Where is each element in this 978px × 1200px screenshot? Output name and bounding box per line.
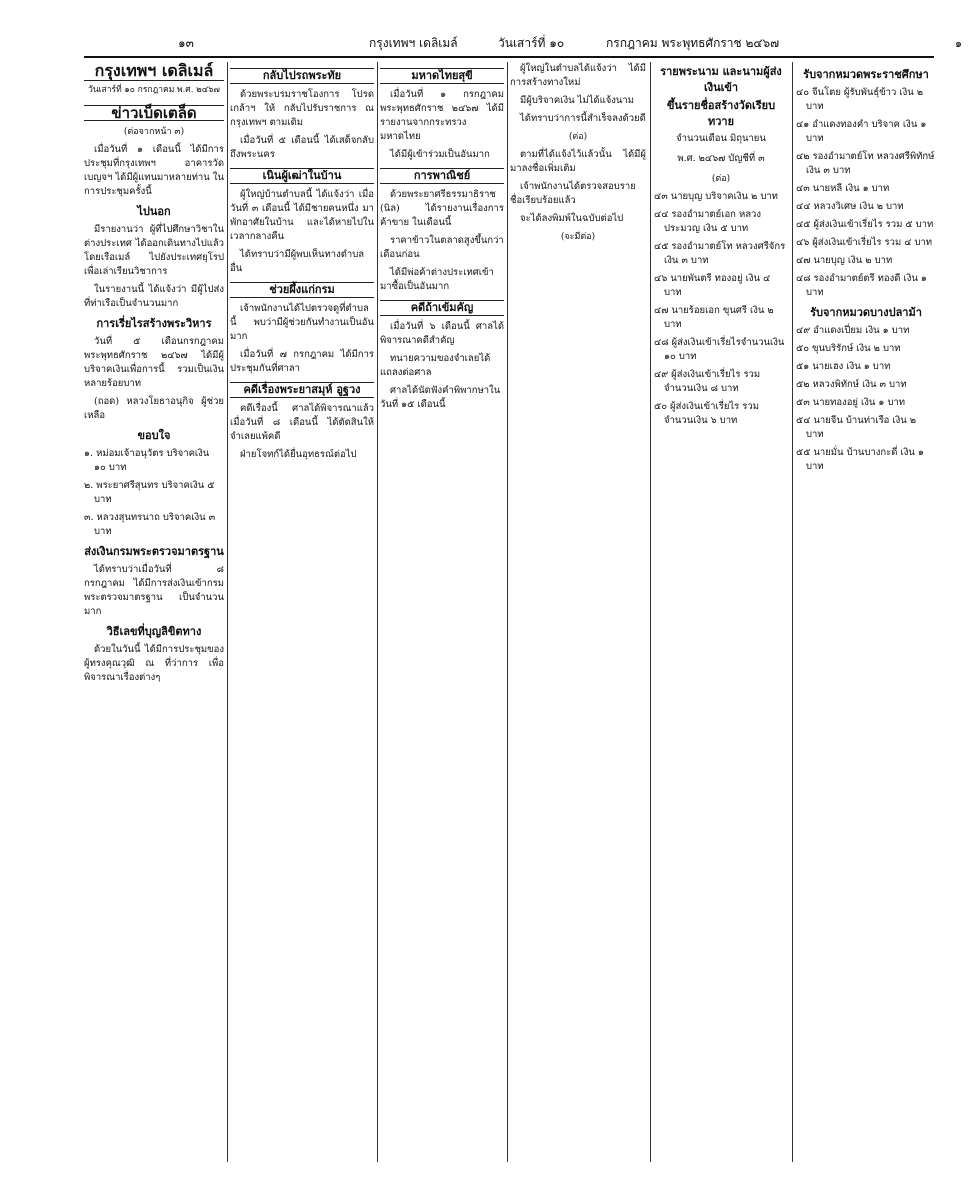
donor-list-title: ขึ้นรายชื่อสร้างวัดเรียบทวาย <box>666 99 776 128</box>
article-paragraph: เจ้าพนักงานได้ไปตรวจดูที่ตำบลนี้ พบว่ามีผู้ช่วยกันทำงานเป็นอันมาก <box>230 303 374 342</box>
column-4 <box>510 62 646 1162</box>
article-heading: มหาดไทยสุขี <box>380 68 504 84</box>
donor-entry: ๔๖ ผู้ส่งเงินเข้าเรี่ยไร รวม ๔ บาท <box>796 237 933 248</box>
header-rule <box>84 56 934 58</box>
list-item: ๓. หลวงสุนทรนาถ บริจาคเงิน ๓ บาท <box>84 512 216 537</box>
article-heading: ขอบใจ <box>137 429 171 442</box>
column-divider <box>227 62 228 1162</box>
donor-entry: ๔๗ นายร้อยเอก ขุนศรี เงิน ๒ บาท <box>654 305 774 330</box>
article-heading: กลับไปรถพระทัย <box>230 68 374 84</box>
article-paragraph: ฝ่ายโจทก์ได้ยื่นอุทธรณ์ต่อไป <box>240 449 357 460</box>
article-paragraph: ในรายงานนี้ ได้แจ้งว่า มีผู้ไปส่งที่ท่าเรือเป็นจำนวนมาก <box>84 284 224 309</box>
article-paragraph: เจ้าพนักงานได้ตรวจสอบรายชื่อเรียบร้อยแล้ว <box>510 181 636 206</box>
donor-entry: ๔๒ รองอำมาตย์โท หลวงศรีพิทักษ์ เงิน ๓ บาท <box>796 151 935 176</box>
column-3 <box>380 62 504 1162</box>
column-5 <box>654 62 788 1162</box>
column-2 <box>230 62 374 1162</box>
column-divider <box>792 62 793 1162</box>
donor-list-period: จำนวนเดือน มิถุนายน <box>676 133 766 144</box>
issue-day: วันเสาร์ที่ ๑๐ <box>498 36 565 50</box>
newspaper-title: กรุงเทพฯ เดลิเมล์ <box>369 36 458 50</box>
column-divider <box>650 62 651 1162</box>
continuation-note: (ต่อ) <box>568 132 588 142</box>
masthead-date: วันเสาร์ที่ ๑๐ กรกฎาคม พ.ศ. ๒๔๖๗ <box>88 85 220 95</box>
article-paragraph: ด้วยในวันนี้ ได้มีการประชุมของผู้ทรงคุณวุฒิ ณ ที่ว่าการ เพื่อพิจารณาเรื่องต่างๆ <box>84 644 224 683</box>
article-paragraph: ตามที่ได้แจ้งไว้แล้วนั้น ได้มีผู้มาลงชื่อเพิ่มเติม <box>510 149 646 174</box>
donor-entry: ๔๘ ผู้ส่งเงินเข้าเรี่ยไรจำนวนเงิน ๑๐ บาท <box>654 337 785 362</box>
article-heading: คดีถ้าเข้มคัญ <box>380 300 504 316</box>
donor-list-account: พ.ศ. ๒๔๖๗ บัญชีที่ ๓ <box>677 153 765 164</box>
donor-entry: ๕๑ นายเฮง เงิน ๑ บาท <box>796 361 891 372</box>
article-paragraph: มีรายงานว่า ผู้ที่ไปศึกษาวิชาในต่างประเทศ ได้ออกเดินทางไปแล้วโดยเรือเมล์ ไปยังประเทศยุโรป เพื่อเล่าเรียนวิชาการ <box>84 224 224 277</box>
article-heading: วิธีเลขที่บุญลิขิตทาง <box>106 625 202 638</box>
donor-entry: ๕๒ หลวงพิทักษ์ เงิน ๓ บาท <box>796 379 907 390</box>
donor-entry: ๔๕ ผู้ส่งเงินเข้าเรี่ยไร รวม ๕ บาท <box>796 219 934 230</box>
article-paragraph: เมื่อวันที่ ๑ กรกฎาคม พระพุทธศักราช ๒๔๖๗ ได้มีรายงานจากกระทรวงมหาดไทย <box>380 89 504 142</box>
running-header <box>84 32 934 54</box>
donor-entry: ๔๓ นายบุญ บริจาคเงิน ๒ บาท <box>654 191 778 202</box>
continuation-note: (ต่อจากหน้า ๓) <box>123 127 185 137</box>
article-paragraph: เมื่อวันที่ ๖ เดือนนี้ ศาลได้พิจารณาคดีสำคัญ <box>380 321 504 346</box>
article-heading: คดีเรื่องพระยาสมุห์ อูฐวง <box>230 382 374 398</box>
donor-entry: ๔๕ รองอำมาตย์โท หลวงศรีจักร เงิน ๓ บาท <box>654 241 786 266</box>
column-divider <box>507 62 508 1162</box>
donor-entry: ๕๔ นายจีน บ้านท่าเรือ เงิน ๒ บาท <box>796 415 917 440</box>
donor-entry: ๔๗ นายบุญ เงิน ๒ บาท <box>796 255 893 266</box>
article-heading: การพาณิชย์ <box>380 168 504 184</box>
donor-entry: ๕๕ นายมั่น บ้านบางกะดี่ เงิน ๑ บาท <box>796 447 924 472</box>
to-be-continued-note: (จะมีต่อ) <box>560 232 596 242</box>
donor-entry: ๔๙ ผู้ส่งเงินเข้าเรี่ยไร รวมจำนวนเงิน ๘ บาท <box>654 369 761 394</box>
article-paragraph: (ถอด) หลวงโยธาอนุกิจ ผู้ช่วยเหลือ <box>84 396 224 421</box>
column-divider <box>377 62 378 1162</box>
donor-entry: ๔๑ อำแดงทองคำ บริจาค เงิน ๑ บาท <box>796 119 927 144</box>
article-paragraph: ได้ทราบว่าเมื่อวันที่ ๘ กรกฎาคม ได้มีการส่งเงินเข้ากรมพระตรวจมาตรฐาน เป็นจำนวนมาก <box>84 564 224 617</box>
donor-entry: ๔๙ อำแดงเปี่ยม เงิน ๑ บาท <box>796 325 910 336</box>
article-paragraph: เมื่อวันที่ ๑ เดือนนี้ ได้มีการประชุมที่กรุงเทพฯ อาคารวัดเบญจฯ ได้มีผู้แทนมาหลายท่าน ในการประชุมครั้งนี้ <box>84 144 224 197</box>
donor-group-title: รับจากหมวดพระราชศึกษา <box>803 68 929 81</box>
article-paragraph: ได้มีผู้เข้าร่วมเป็นอันมาก <box>390 149 490 160</box>
donor-entry: ๔๔ รองอำมาตย์เอก หลวงประมวญ เงิน ๕ บาท <box>654 209 762 234</box>
article-paragraph: เมื่อวันที่ ๕ เดือนนี้ ได้เสด็จกลับถึงพระนคร <box>230 135 374 160</box>
donor-list-title: รายพระนาม และนามผู้ส่งเงินเข้า <box>660 65 782 94</box>
article-paragraph: เมื่อวันที่ ๗ กรกฎาคม ได้มีการประชุมกันที่ศาลา <box>230 349 374 374</box>
article-paragraph: ศาลได้นัดฟังคำพิพากษาในวันที่ ๑๕ เดือนนี้ <box>380 385 501 410</box>
article-paragraph: ด้วยพระยาศรีธรรมาธิราช (นิล) ได้รายงานเรื่องการค้าขาย ในเดือนนี้ <box>380 189 504 228</box>
page-corner-number: ๑ <box>955 37 962 50</box>
donor-entry: ๔๖ นายพันตรี ทองอยู่ เงิน ๔ บาท <box>654 273 771 298</box>
donor-entry: ๕๐ ขุนบริรักษ์ เงิน ๒ บาท <box>796 343 901 354</box>
article-paragraph: ผู้ใหญ่ในตำบลได้แจ้งว่า ได้มีการสร้างทางใหม่ <box>510 63 646 88</box>
article-heading: ไปนอก <box>137 205 171 218</box>
list-item: ๒. พระยาศรีสุนทร บริจาคเงิน ๕ บาท <box>84 480 215 505</box>
article-heading: ช่วยผึ้งแก่กรม <box>230 282 374 298</box>
continuation-note: (ต่อ) <box>711 174 731 184</box>
article-paragraph: วันที่ ๕ เดือนกรกฎาคม พระพุทธศักราช ๒๔๖๗ ได้มีผู้บริจาคเงินเพื่อการนี้ รวมเป็นเงินหลายร้อยบาท <box>84 336 224 389</box>
article-paragraph: จะได้ลงพิมพ์ในฉบับต่อไป <box>520 213 624 224</box>
donor-entry: ๔๘ รองอำมาตย์ตรี ทองดี เงิน ๑ บาท <box>796 273 927 298</box>
donor-entry: ๔๔ หลวงวิเศษ เงิน ๒ บาท <box>796 201 904 212</box>
article-paragraph: ได้ทราบว่าการนี้สำเร็จลงด้วยดี <box>520 113 646 124</box>
donor-entry: ๔๐ จีนโตย ผู้รับพันธุ์ข้าว เงิน ๒ บาท <box>796 87 924 112</box>
section-title-miscellaneous-news: ข่าวเบ็ดเตล็ด <box>84 105 224 121</box>
article-heading: เนินผู้เฒ่าในบ้าน <box>230 168 374 184</box>
page-number-left: ๑๓ <box>178 36 194 50</box>
donor-group-title: รับจากหมวดบางปลาม้า <box>810 306 922 319</box>
list-item: ๑. หม่อมเจ้าอนุวัตร บริจาคเงิน ๑๐ บาท <box>84 448 210 473</box>
article-paragraph: ได้มีพ่อค้าต่างประเทศเข้ามาซื้อเป็นอันมาก <box>380 267 494 292</box>
article-heading: การเรี่ยไรสร้างพระวิหาร <box>96 317 212 330</box>
article-paragraph: ทนายความของจำเลยได้แถลงต่อศาล <box>380 353 491 378</box>
article-paragraph: คดีเรื่องนี้ ศาลได้พิจารณาแล้ว เมื่อวันที่ ๘ เดือนนี้ ได้ตัดสินให้จำเลยแพ้คดี <box>230 403 374 442</box>
article-paragraph: ได้ทราบว่ามีผู้พบเห็นทางตำบลอื่น <box>230 249 365 274</box>
article-paragraph: ผู้ใหญ่บ้านตำบลนี้ ได้แจ้งว่า เมื่อวันที่ ๓ เดือนนี้ ได้มีชายคนหนึ่ง มาพักอาศัยในบ้าน และได้หายไปในเวลากลางคืน <box>230 189 374 242</box>
donor-entry: ๕๓ นายทองอยู่ เงิน ๑ บาท <box>796 397 906 408</box>
donor-entry: ๔๓ นายหลี เงิน ๑ บาท <box>796 183 890 194</box>
column-6 <box>796 62 936 1162</box>
masthead: กรุงเทพฯ เดลิเมล์ <box>84 62 224 81</box>
article-paragraph: ราคาข้าวในตลาดสูงขึ้นกว่าเดือนก่อน <box>380 235 504 260</box>
donor-entry: ๕๐ ผู้ส่งเงินเข้าเรี่ยไร รวมจำนวนเงิน ๖ บาท <box>654 401 759 426</box>
article-heading: ส่งเงินกรมพระตรวจมาตรฐาน <box>84 545 224 558</box>
article-paragraph: มีผู้บริจาคเงิน ไม่ได้แจ้งนาม <box>520 95 635 106</box>
column-1 <box>84 62 224 1162</box>
article-paragraph: ด้วยพระบรมราชโองการ โปรดเกล้าฯ ให้ กลับไปรับราชการ ณ กรุงเทพฯ ตามเดิม <box>230 89 374 128</box>
issue-date: กรกฎาคม พระพุทธศักราช ๒๔๖๗ <box>606 36 780 50</box>
